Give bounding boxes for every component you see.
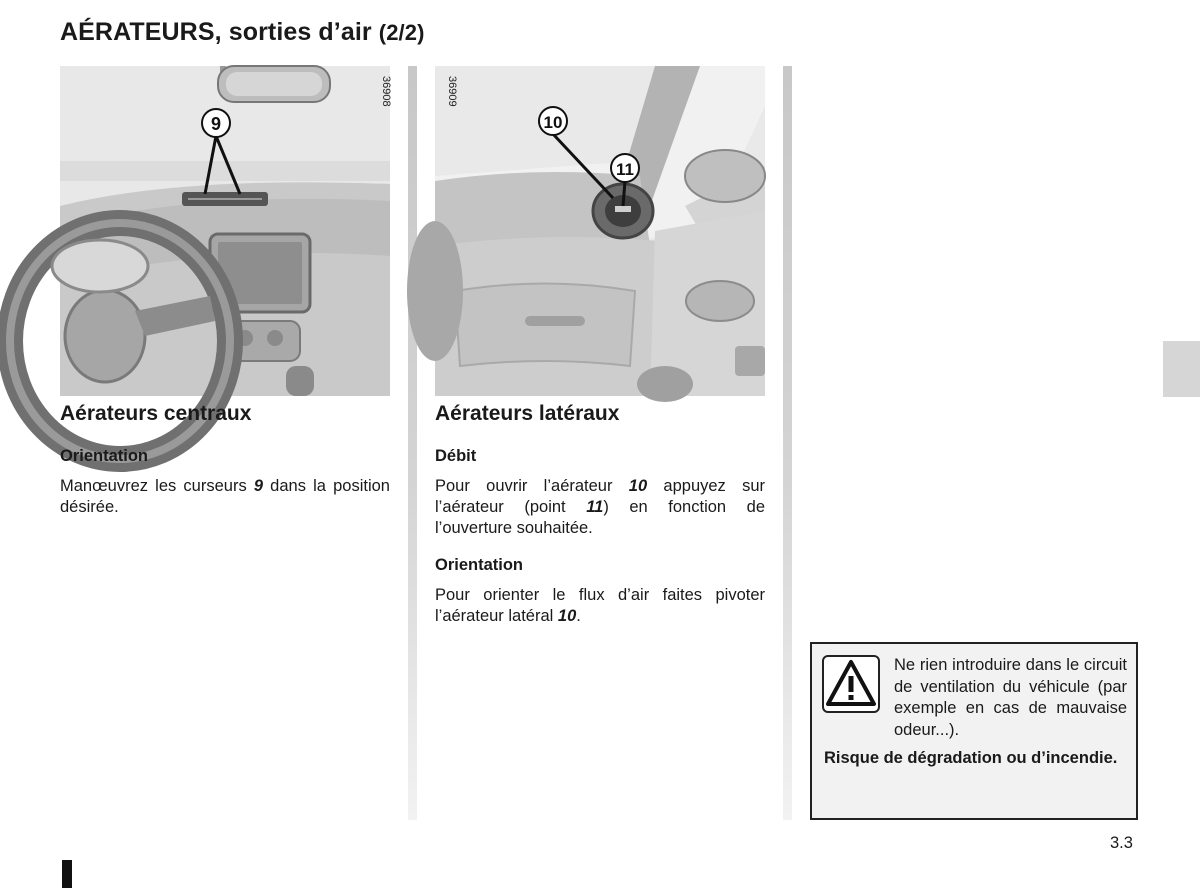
callout-10: 10 — [543, 113, 563, 132]
chapter-tab-marker — [1163, 341, 1200, 397]
side-vents-heading: Aérateurs latéraux — [435, 402, 620, 425]
warning-box — [810, 642, 1138, 820]
page-title-suffix: (2/2) — [378, 20, 425, 45]
warning-text: Ne rien introduire dans le circuit de ventilation du véhicule (par exemple en cas de mauvaise odeur...). — [894, 656, 1127, 739]
column-divider — [408, 66, 417, 820]
page-number: 3.3 — [1110, 834, 1133, 852]
orientation-heading: Orientation — [60, 447, 149, 465]
central-vents-illustration — [60, 66, 390, 396]
figure-reference: 36909 — [446, 76, 458, 107]
flow-text: Pour ouvrir l’aérateur 10 appuyez sur l’aérateur (point 11) en fonction de l’ouverture souhaitée. — [435, 477, 765, 537]
page-title — [60, 18, 425, 47]
warning-triangle-icon — [822, 655, 880, 713]
column-divider — [783, 66, 792, 820]
figure-reference: 36908 — [380, 76, 392, 107]
page-title-main: AÉRATEURS, sorties d’air — [60, 18, 372, 46]
callout-11: 11 — [616, 160, 634, 179]
side-vent-illustration — [435, 66, 765, 396]
flow-heading: Débit — [435, 447, 477, 465]
central-vents-text: Manœuvrez les curseurs 9 dans la position désirée. — [60, 477, 390, 516]
side-vents-section — [435, 400, 765, 643]
side-orientation-text: Pour orienter le flux d’air faites pivoter l’aérateur latéral 10. — [435, 586, 765, 625]
corner-mark — [62, 860, 72, 888]
central-vents-heading: Aérateurs centraux — [60, 402, 252, 425]
side-orientation-heading: Orientation — [435, 556, 524, 574]
callout-9: 9 — [210, 114, 222, 134]
warning-risk: Risque de dégradation ou d’incendie. — [824, 749, 1118, 767]
central-vents-section — [60, 400, 390, 534]
